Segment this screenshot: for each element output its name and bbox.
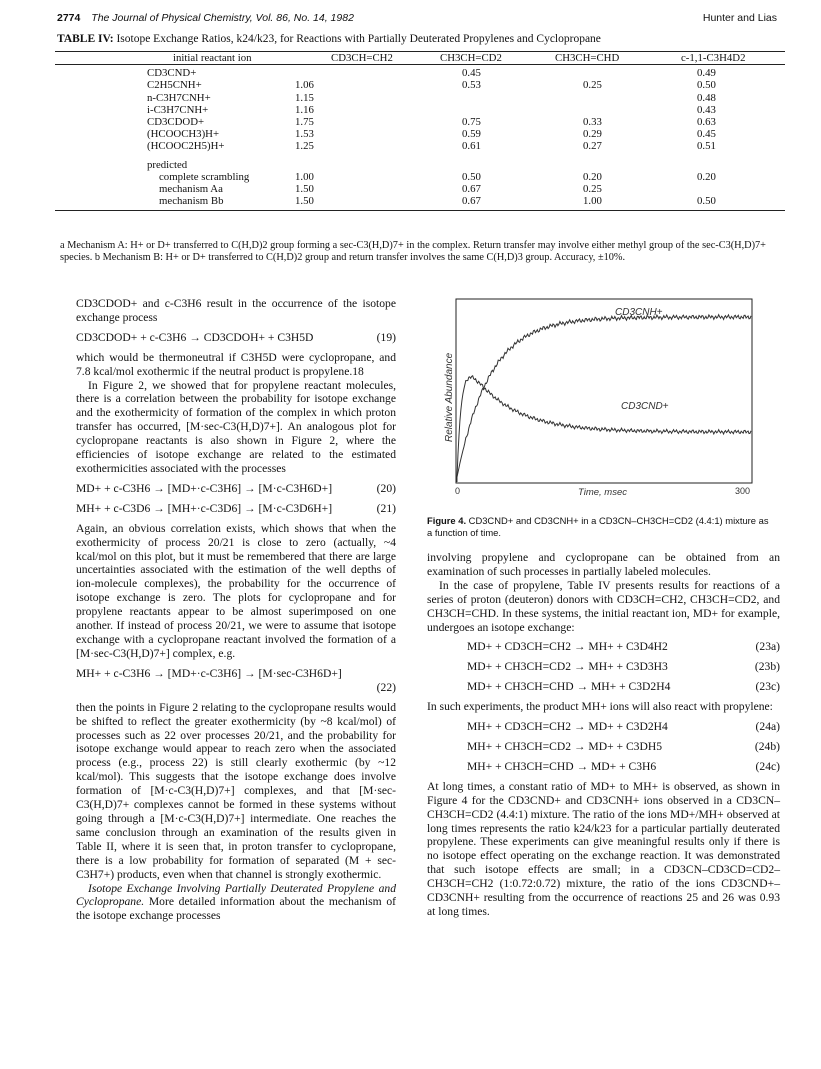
plot-frame — [456, 299, 752, 483]
right-column — [427, 551, 780, 919]
table-row-label: (HCOOCH3)H+ — [147, 128, 220, 141]
equation-24b: MH+ + CH3CH=CD2 → MD+ + C3DH5 (24b) — [467, 739, 780, 753]
table-footnote: a Mechanism A: H+ or D+ transferred to C(H,D)2 group forming a sec-C3(H,D)7+ in the complex. Return transfer may involve either methyl group of the sec-C3(H,D)7+ species. b Mechanism B: H+ or D+ transferred to C(H,D)2 group and return transfer involves the same C(H,D)3 group. Accuracy, ±10%. — [60, 240, 766, 264]
table-cell: 0.25 — [583, 182, 602, 195]
cd3cnd-curve — [457, 376, 751, 482]
journal-citation: The Journal of Physical Chemistry, Vol. 86, No. 14, 1982 — [91, 12, 354, 24]
table-predicted-label-row — [55, 159, 785, 171]
table-bottom-rule — [55, 210, 785, 211]
table-header-rule — [55, 64, 785, 65]
equation-24a: MH+ + CD3CH=CH2 → MD+ + C3D2H4 (24a) — [467, 720, 780, 734]
table-cell: 1.53 — [295, 128, 314, 141]
table-cell: 0.20 — [583, 170, 602, 183]
section-run-in-title: Isotope Exchange Involving Partially Deuterated Propylene and Cyclopropane. — [76, 881, 396, 909]
isotope-exchange-table — [55, 51, 785, 211]
paragraph: At long times, a constant ratio of MD+ to MH+ is observed, as shown in Figure 4 for the CD3CND+ and CD3CNH+ ions observed in a CD3CN–CH3CH=CD2 (4.4:1) mixture. The ratio of the ions MD+/MH+ observed at long times represents the ratio k24/k23 for a particular partially deuterated propylene. These experiments can give meaningful results only if there is no isotope effect operating on the exchange reaction. It was demonstrated that such isotope effects are small; in a CD3CN–CD3CD=CD2–CH3CH=CH2 (1:0.72:0.72) mixture, the ratio of the ions CD3CND+–CD3CNH+ resulting from the occurrence of reactions 25 and 26 was 0.93 at long times. — [427, 779, 780, 918]
equation-19: CD3CDOD+ + c-C3H6 → CD3CDOH+ + C3H5D (19) — [76, 330, 396, 344]
equation-24c: MH+ + CH3CH=CHD → MD+ + C3H6 (24c) — [467, 759, 780, 773]
table-predicted-body — [55, 171, 785, 208]
table-row-label: i-C3H7CNH+ — [147, 103, 209, 116]
equation-number: (24c) — [755, 759, 780, 773]
equation-number: (23c) — [755, 680, 780, 694]
predicted-label: predicted — [147, 158, 188, 171]
equation-number: (24b) — [754, 739, 780, 753]
table-cell: 0.51 — [697, 140, 716, 153]
label-cd3cnh: CD3CNH+ — [615, 307, 663, 318]
table-row-label: (HCOOC2H5)H+ — [147, 140, 225, 153]
table-caption: Isotope Exchange Ratios, k24/k23, for Reactions with Partially Deuterated Propylenes and Cyclopropane — [116, 33, 601, 45]
equation-20: MD+ + c-C3H6 → [MD+·c-C3H6] → [M·c-C3H6D+] (20) — [76, 481, 396, 495]
table-title — [57, 33, 781, 45]
equation-22: MH+ + c-C3H6 → [MD+·c-C3H6] → [M·sec-C3H6D+] (22) — [76, 666, 396, 694]
table-col-header: CH3CH=CHD — [555, 52, 620, 64]
paragraph: In Figure 2, we showed that for propylene reactant molecules, there is a correlation between the probability for isotope exchange and the exothermicity of formation of the complex in which proton transfer has occurred, [M·sec-C3(H,D)7+]. An analogous plot for cyclopropane reactants is also shown in Figure 2, where the efficiencies of isotope exchange are related to the estimated exothermicities associated with the processes — [76, 378, 396, 475]
table-cell: 0.59 — [462, 128, 481, 141]
y-axis-label: Relative Abundance — [444, 352, 455, 442]
table-cell: 0.61 — [462, 140, 481, 153]
table-cell: 1.15 — [295, 91, 314, 104]
equation-number: (23b) — [754, 660, 780, 674]
paragraph: In the case of propylene, Table IV presents results for reactions of a series of proton (deuteron) donors with CD3CH=CH2, CH3CH=CD2, and CH3CH=CHD. In these systems, the initial reactant ion, MD+ for example, undergoes an isotope exchange: — [427, 578, 780, 634]
table-col-header: CH3CH=CD2 — [440, 52, 502, 64]
x-tick-label: 300 — [735, 486, 751, 496]
table-body — [55, 67, 785, 152]
table-cell: 0.53 — [462, 79, 481, 92]
table-cell: 1.06 — [295, 79, 314, 92]
table-header-row — [55, 52, 785, 64]
table-row-label: complete scrambling — [159, 170, 250, 183]
x-axis-label: Time, msec — [578, 487, 628, 498]
table-cell: 0.33 — [583, 115, 602, 128]
table-row — [55, 140, 785, 152]
table-row — [55, 92, 785, 104]
equation-23a: MD+ + CD3CH=CH2 → MH+ + C3D4H2 (23a) — [467, 640, 780, 654]
equation-number: (21) — [376, 501, 396, 515]
table-row-label: mechanism Bb — [159, 195, 224, 208]
table-cell: 0.25 — [583, 79, 602, 92]
table-row-label: n-C3H7CNH+ — [147, 91, 211, 104]
paragraph: involving propylene and cyclopropane can be obtained from an examination of such processes in partially labeled molecules. — [427, 551, 780, 578]
table-cell: 0.50 — [462, 170, 481, 183]
paragraph: Isotope Exchange Involving Partially Deuterated Propylene and Cyclopropane. More detailed information about the mechanism of the isotope exchange processes — [76, 881, 396, 923]
table-cell: 0.43 — [697, 103, 716, 116]
table-col-header: c-1,1-C3H4D2 — [681, 52, 746, 64]
table-row — [55, 67, 785, 79]
equation-number: (22) — [376, 680, 396, 694]
table-col-header: initial reactant ion — [173, 52, 252, 64]
table-cell: 0.48 — [697, 91, 716, 104]
table-cell: 0.50 — [697, 79, 716, 92]
running-authors: Hunter and Lias — [702, 12, 777, 24]
table-cell: 1.25 — [295, 140, 314, 153]
table-row-label: CD3CDOD+ — [147, 115, 205, 128]
equation-23b: MD+ + CH3CH=CD2 → MH+ + C3D3H3 (23b) — [467, 660, 780, 674]
label-cd3cnd: CD3CND+ — [621, 401, 669, 412]
table-row — [55, 104, 785, 116]
table-row — [55, 171, 785, 183]
table-cell: 1.00 — [295, 170, 314, 183]
paragraph: Again, an obvious correlation exists, which shows that when the exothermicity of process 20/21 is close to zero (actually, ~4 kcal/mol on this plot, but it must be remembered that there are large uncertainties associated with the estimation of the well depths of ion-molecule complexes), the probability for the occurrence of isotope exchange is zero. The plots for cyclopropane and for propylene reactants appear to be almost superimposed on one another. If instead of process 20/21, we were to assume that isotope exchange with a cyclopropane reactant involved the formation of a [M·sec-C3(H,D)7+] complex, e.g. — [76, 521, 396, 660]
table-row — [55, 128, 785, 140]
paragraph: CD3CDOD+ and c-C3H6 result in the occurrence of the isotope exchange process — [76, 297, 396, 324]
paragraph: In such experiments, the product MH+ ions will also react with propylene: — [427, 700, 773, 714]
cd3cnh-curve — [457, 315, 751, 482]
left-column — [76, 297, 396, 923]
figure-4-caption: Figure 4. CD3CND+ and CD3CNH+ in a CD3CN–CH3CH=CD2 (4.4:1) mixture as a function of time. — [427, 515, 769, 538]
table-cell: 0.50 — [697, 195, 716, 208]
table-cell: 0.45 — [697, 128, 716, 141]
table-cell: 0.75 — [462, 115, 481, 128]
table-cell: 1.75 — [295, 115, 314, 128]
table-cell: 0.20 — [697, 170, 716, 183]
equation-23c: MD+ + CH3CH=CHD → MH+ + C3D2H4 (23c) — [467, 680, 780, 694]
table-row — [55, 195, 785, 207]
table-row-label: CD3CND+ — [147, 67, 197, 80]
table-cell: 0.27 — [583, 140, 602, 153]
table-cell: 1.50 — [295, 182, 314, 195]
page-number: 2774 — [57, 12, 81, 24]
table-label: TABLE IV: — [57, 33, 114, 45]
figure-4-plot — [443, 297, 756, 502]
table-row — [55, 79, 785, 91]
table-cell: 0.63 — [697, 115, 716, 128]
table-cell: 0.29 — [583, 128, 602, 141]
equation-number: (20) — [376, 481, 396, 495]
equation-number: (24a) — [755, 720, 780, 734]
caption-label: Figure 4. — [427, 515, 467, 526]
paragraph: then the points in Figure 2 relating to the cyclopropane results would be shifted to reflect the greater exothermicity (by ~8 kcal/mol) of processes such as 22 over processes 20/21, and the probability for isotope exchange would appear to reach zero when the associated process (e.g., process 22) is still clearly exothermic (by ~12 kcal/mol). This suggests that the isotope exchange does involve formation of [M·c-C3(H,D)7+] complexes, and that [M·sec-C3(H,D)7+ complexes cannot be formed in these systems without going through a [M·c-C3(H,D)7+] intermediate. One reaches the same conclusion through an examination of the results given in Table II, where it is seen that, in proton transfer to cyclopropane, there is a low probability for formation of separated (M + sec-C3H7+) products, even when that channel is strongly exothermic. — [76, 700, 396, 881]
table-row — [55, 183, 785, 195]
table-row-label: mechanism Aa — [159, 182, 223, 195]
table-cell: 1.50 — [295, 195, 314, 208]
table-col-header: CD3CH=CH2 — [331, 52, 393, 64]
table-row-label: C2H5CNH+ — [147, 79, 202, 92]
table-cell: 0.67 — [462, 195, 481, 208]
equation-21: MH+ + c-C3D6 → [MH+·c-C3D6] → [M·c-C3D6H+] (21) — [76, 501, 396, 515]
x-tick-label: 0 — [455, 486, 461, 496]
table-cell: 0.49 — [697, 67, 716, 80]
table-cell: 0.45 — [462, 67, 481, 80]
table-cell: 1.16 — [295, 103, 314, 116]
running-header — [57, 12, 777, 28]
equation-number: (23a) — [755, 640, 780, 654]
paragraph: which would be thermoneutral if C3H5D were cyclopropane, and 7.8 kcal/mol exothermic if the neutral product is propylene.18 — [76, 350, 396, 378]
table-row — [55, 116, 785, 128]
table-cell: 1.00 — [583, 195, 602, 208]
equation-number: (19) — [376, 330, 396, 344]
table-cell: 0.67 — [462, 182, 481, 195]
